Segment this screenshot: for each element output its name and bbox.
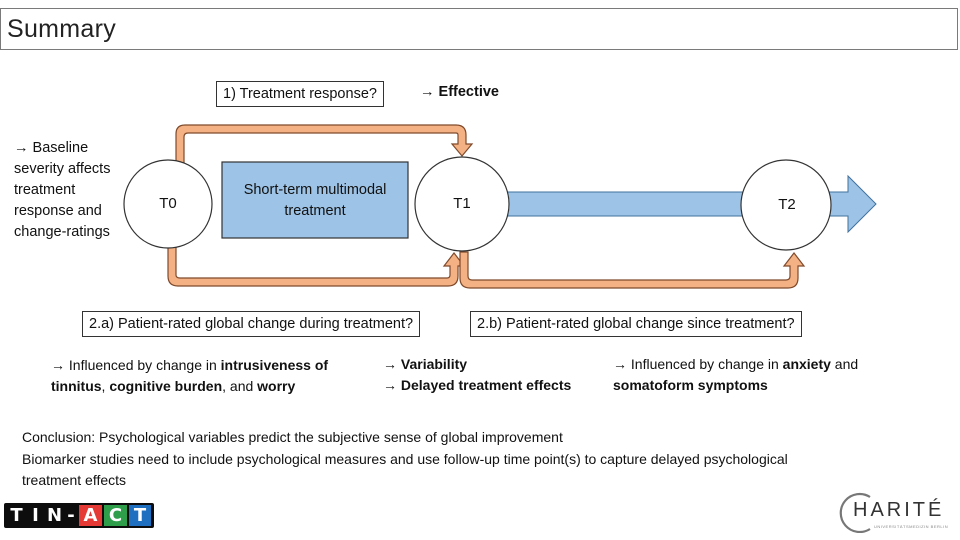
logo-letter: A (79, 505, 102, 526)
baseline-note-line: treatment (14, 182, 76, 198)
t0-label: T0 (159, 195, 177, 212)
conclusion-line: treatment effects (22, 472, 127, 488)
finding-line (383, 375, 571, 396)
logo-letter: T (129, 505, 151, 526)
conclusion-text: Psychological variables predict the subjective sense of global improvement (95, 429, 563, 445)
finding-text: Influenced by change in (68, 357, 221, 373)
page-title: Summary (7, 15, 117, 43)
baseline-note (14, 138, 110, 243)
treatment-label-line: treatment (284, 203, 346, 219)
conclusion (22, 427, 942, 492)
question-change-during-treatment: 2.a) Patient-rated global change during treatment? (82, 311, 420, 337)
delayed-effects-text: Delayed treatment effects (400, 377, 572, 393)
t1-label: T1 (453, 195, 471, 212)
charite-wordmark: HARITÉ (853, 499, 945, 521)
finding-text: , (101, 378, 110, 394)
charite-tagline: UNIVERSITÄTSMEDIZIN BERLIN (874, 524, 949, 529)
conclusion-label: Conclusion: (22, 429, 96, 445)
arrow-icon: → (14, 140, 33, 156)
question-change-since-treatment: 2.b) Patient-rated global change since treatment? (470, 311, 802, 337)
question-treatment-response: 1) Treatment response? (216, 81, 384, 107)
logo-letter: - (67, 505, 75, 526)
logo-letter: I (32, 505, 39, 526)
finding-during-treatment (51, 355, 381, 397)
charite-logo (836, 491, 956, 533)
arrow-icon: → (613, 356, 631, 372)
arrow-icon: → (383, 377, 401, 393)
conclusion-line: Biomarker studies need to include psychological measures and use follow-up time point(s) to capture delayed psychological (22, 450, 788, 467)
during-treatment-arrow (168, 244, 464, 286)
finding-text: , and (222, 378, 258, 394)
t2-label: T2 (778, 196, 796, 213)
since-treatment-arrow (460, 252, 804, 288)
baseline-note-line: change-ratings (14, 224, 110, 240)
finding-keyword: cognitive burden (109, 378, 223, 394)
finding-since-treatment (613, 354, 913, 396)
effective-result-text: Effective (438, 84, 499, 100)
finding-middle (383, 354, 571, 396)
finding-keyword: somatoform symptoms (613, 377, 768, 393)
baseline-note-line: severity affects (14, 161, 111, 177)
conclusion-line (22, 427, 942, 449)
response-arrow (176, 125, 472, 163)
logo-letter: T (10, 505, 23, 526)
treatment-label-line: Short-term multimodal (243, 182, 387, 198)
baseline-note-line: response and (14, 203, 102, 219)
finding-keyword: tinnitus (51, 378, 102, 394)
finding-keyword: worry (257, 378, 296, 394)
finding-text: and (830, 356, 859, 372)
baseline-note-line (14, 138, 110, 159)
effective-result (420, 84, 499, 100)
arrow-icon: → (383, 356, 401, 372)
finding-keyword: anxiety (782, 356, 831, 372)
finding-line (383, 354, 571, 375)
logo-letter: N (46, 505, 63, 526)
logo-letter: C (104, 505, 127, 526)
tinact-logo (4, 503, 154, 528)
finding-text: Influenced by change in (630, 356, 783, 372)
treatment-label (222, 180, 408, 222)
variability-text: Variability (400, 356, 468, 372)
arrow-icon: → (420, 84, 439, 100)
finding-keyword: intrusiveness of (220, 357, 329, 373)
arrow-icon: → (51, 357, 69, 373)
baseline-note-text: Baseline (32, 140, 89, 156)
